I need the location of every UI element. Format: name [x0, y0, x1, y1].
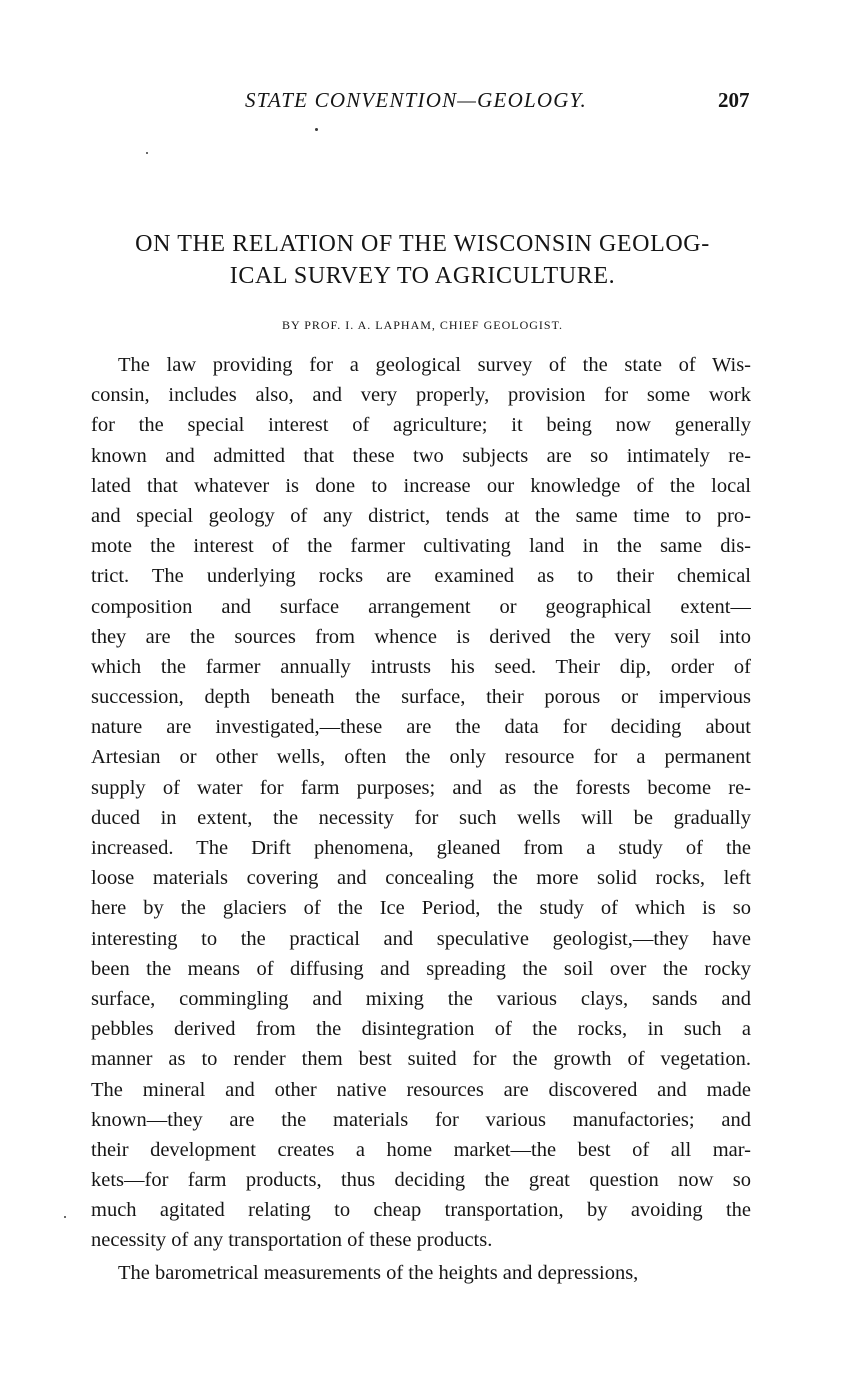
paragraph-1-line: lated that whatever is done to increase our knowledge of the local — [91, 474, 751, 497]
running-head — [0, 88, 845, 118]
paragraph-1-line: The law providing for a geological survey of the state of Wis- — [118, 354, 751, 376]
paragraph-1-line: manner as to render them best suited for the growth of vegetation. — [91, 1048, 751, 1071]
paragraph-1-line: kets—for farm products, thus deciding the great question now so — [91, 1169, 751, 1192]
paragraph-1-line: known—they are the materials for various manufactories; and — [91, 1108, 751, 1131]
paragraph-1-line: which the farmer annually intrusts his seed. Their dip, order of — [91, 655, 751, 678]
article-title-line: ICAL SURVEY TO AGRICULTURE. — [229, 263, 616, 289]
paragraph-1-line: increased. The Drift phenomena, gleaned from a study of the — [91, 837, 751, 859]
paragraph-2-line: The barometrical measurements of the heights and depressions, — [118, 1261, 639, 1284]
paragraph-1-line: Artesian or other wells, often the only resource for a permanent — [91, 746, 751, 769]
article-title-line: ON THE RELATION OF THE WISCONSIN GEOLOG- — [135, 231, 710, 257]
paragraph-1-line: mote the interest of the farmer cultivating land in the same dis- — [91, 535, 751, 558]
running-title: STATE CONVENTION—GEOLOGY. — [245, 88, 587, 112]
paragraph-1-line: and special geology of any district, tends at the same time to pro- — [91, 504, 751, 527]
paragraph-1-line: here by the glaciers of the Ice Period, the study of which is so — [91, 897, 751, 920]
paragraph-1-line: nature are investigated,—these are the data for deciding about — [91, 716, 751, 739]
paragraph-1-line: composition and surface arrangement or geographical extent— — [91, 595, 751, 618]
paragraph-1-line: The mineral and other native resources are discovered and made — [91, 1078, 751, 1101]
article-body — [91, 350, 751, 1288]
paragraph-1-line: pebbles derived from the disintegration of the rocks, in such a — [91, 1018, 751, 1041]
paragraph-1-line: supply of water for farm purposes; and as the forests become re- — [91, 776, 751, 799]
article-title — [90, 228, 755, 292]
paragraph-1-line: much agitated relating to cheap transportation, by avoiding the — [91, 1199, 751, 1222]
paragraph-1-line: for the special interest of agriculture; it being now generally — [91, 414, 751, 437]
paragraph-1-line: known and admitted that these two subjects are so intimately re- — [91, 444, 751, 467]
paragraph-1-line: succession, depth beneath the surface, their porous or impervious — [91, 686, 751, 709]
page-number: 207 — [718, 88, 750, 112]
paragraph-1-line: trict. The underlying rocks are examined as to their chemical — [91, 565, 751, 588]
paragraph-1-line: surface, commingling and mixing the various clays, sands and — [91, 987, 751, 1010]
paragraph-1-line: been the means of diffusing and spreading the soil over the rocky — [91, 957, 751, 980]
scan-speck — [146, 152, 148, 154]
paragraph-1-line: consin, includes also, and very properly, provision for some work — [91, 384, 751, 407]
scan-speck — [315, 128, 318, 131]
paragraph-1-line: necessity of any transportation of these products. — [91, 1229, 493, 1252]
paragraph-1-line: they are the sources from whence is derived the very soil into — [91, 625, 751, 648]
byline: BY PROF. I. A. LAPHAM, CHIEF GEOLOGIST. — [281, 318, 564, 332]
paragraph-1-line: interesting to the practical and speculative geologist,—they have — [91, 927, 751, 950]
paragraph-1-line: loose materials covering and concealing the more solid rocks, left — [91, 867, 751, 890]
paragraph-1-line: duced in extent, the necessity for such wells will be gradually — [91, 806, 751, 829]
paragraph-1-line: their development creates a home market—the best of all mar- — [91, 1138, 751, 1161]
scan-speck — [64, 1216, 66, 1218]
